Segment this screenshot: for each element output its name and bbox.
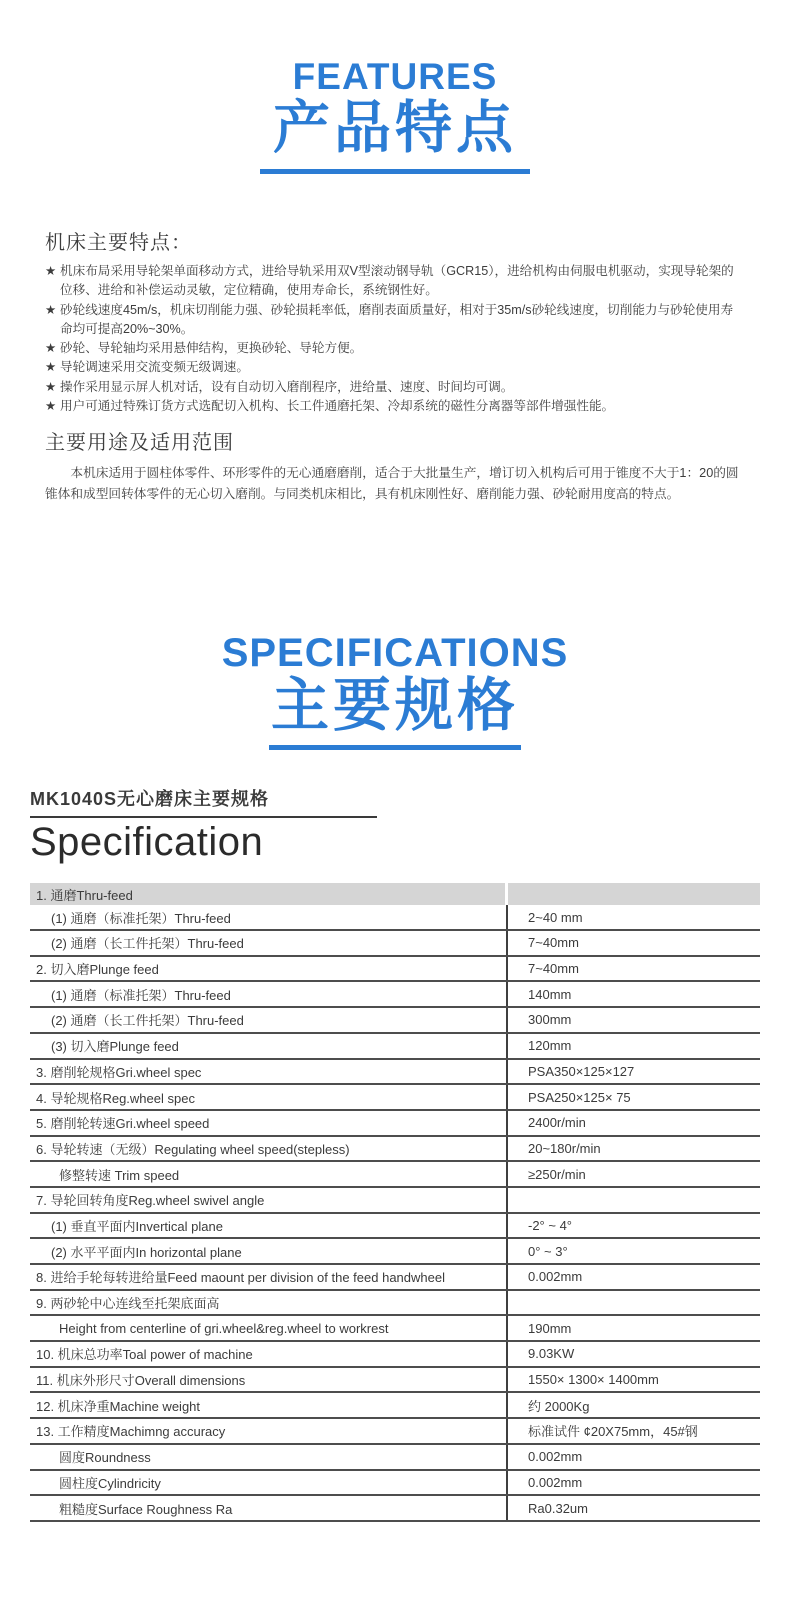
table-row: [30, 1034, 760, 1060]
spec-label-cell: 12. 机床净重Machine weight: [30, 1393, 508, 1417]
spec-label-cell: 5. 磨削轮转速Gri.wheel speed: [30, 1111, 508, 1135]
specifications-header-underline: [269, 745, 521, 750]
spec-label-cell: 7. 导轮回转角度Reg.wheel swivel angle: [30, 1188, 508, 1212]
table-row: [30, 905, 760, 931]
feature-bullet: [45, 358, 745, 377]
table-row: [30, 1291, 760, 1317]
table-row: [30, 1111, 760, 1137]
spec-value-cell: 1550× 1300× 1400mm: [528, 1372, 659, 1388]
spec-value-cell: 120mm: [528, 1038, 572, 1054]
spec-value-cell: PSA350×125×127: [528, 1063, 635, 1079]
spec-label-cell: (2) 通磨（长工件托架）Thru-feed: [30, 1008, 508, 1032]
specifications-header: [0, 633, 790, 750]
table-row: [30, 1496, 760, 1522]
star-bullet-icon: ★: [45, 264, 57, 278]
table-row: [30, 982, 760, 1008]
spec-label-cell: (3) 切入磨Plunge feed: [30, 1034, 508, 1058]
spec-value-cell: 7~40mm: [528, 935, 579, 951]
spec-value-cell: [508, 883, 760, 905]
table-row: [30, 1419, 760, 1445]
features-header: [0, 58, 790, 174]
spec-label-cell: 10. 机床总功率Toal power of machine: [30, 1342, 508, 1366]
feature-bullet-text: 操作采用显示屏人机对话，设有自动切入磨削程序，进给量、速度、时间均可调。: [60, 379, 514, 394]
spec-value-cell: 2~40 mm: [528, 909, 583, 925]
spec-value-cell: 300mm: [528, 1012, 572, 1028]
spec-label-cell: 修整转速 Trim speed: [30, 1162, 508, 1186]
feature-bullet: [45, 378, 745, 397]
machine-features-list: [45, 262, 745, 416]
spec-label-cell: (1) 通磨（标准托架）Thru-feed: [30, 905, 508, 929]
star-bullet-icon: ★: [45, 379, 57, 394]
spec-label-cell: Height from centerline of gri.wheel&reg.wheel to workrest: [30, 1316, 508, 1340]
table-row: [30, 1393, 760, 1419]
spec-label-cell: 4. 导轮规格Reg.wheel spec: [30, 1085, 508, 1109]
table-row: [30, 931, 760, 957]
feature-bullet-text: 导轮调速采用交流变频无级调速。: [60, 360, 249, 375]
usage-title: 主要用途及适用范围: [45, 432, 234, 455]
table-row: [30, 1445, 760, 1471]
spec-label-cell: 8. 进给手轮每转进给量Feed maount per division of the feed handwheel: [30, 1265, 508, 1289]
table-row: [30, 1162, 760, 1188]
spec-value-cell: [508, 1188, 760, 1212]
table-row: [30, 1368, 760, 1394]
spec-label-cell: 11. 机床外形尺寸Overall dimensions: [30, 1368, 508, 1392]
table-row: [30, 1008, 760, 1034]
feature-bullet-text: 砂轮、导轮轴均采用悬伸结构，更换砂轮、导轮方便。: [60, 341, 363, 356]
spec-label-cell: 9. 两砂轮中心连线至托架底面高: [30, 1291, 508, 1315]
spec-label-cell: 圆柱度Cylindricity: [30, 1471, 508, 1495]
features-header-en: FEATURES: [292, 56, 498, 97]
spec-label-cell: 2. 切入磨Plunge feed: [30, 957, 508, 981]
feature-bullet: [45, 262, 745, 301]
table-row: [30, 957, 760, 983]
spec-table-title-cn: MK1040S无心磨床主要规格: [30, 789, 270, 810]
spec-table-title-en: Specification: [30, 820, 264, 865]
table-row: [30, 1085, 760, 1111]
spec-value-cell: 20~180r/min: [528, 1140, 601, 1156]
star-bullet-icon: ★: [45, 360, 57, 375]
spec-label-cell: 圆度Roundness: [30, 1445, 508, 1469]
table-row: [30, 1188, 760, 1214]
table-row: [30, 1137, 760, 1163]
usage-section: [45, 430, 745, 505]
table-row: [30, 1239, 760, 1265]
spec-label-cell: (2) 通磨（长工件托架）Thru-feed: [30, 931, 508, 955]
spec-value-cell: 2400r/min: [528, 1115, 586, 1131]
spec-label-cell: 1. 通磨Thru-feed: [30, 883, 508, 905]
spec-value-cell: 0.002mm: [528, 1474, 583, 1490]
feature-bullet-text: 机床布局采用导轮架单面移动方式，进给导轨采用双V型滚动钢导轨（GCR15），进给机构由伺服电机驱动，实现导轮架的位移、进给和补偿运动灵敏，定位精确，使用寿命长，系统钢性好。: [60, 264, 734, 298]
spec-label-cell: 6. 导轮转速（无级）Regulating wheel speed(stepless): [30, 1137, 508, 1161]
table-row: [30, 1342, 760, 1368]
feature-bullet: [45, 339, 745, 358]
star-bullet-icon: ★: [45, 302, 57, 317]
spec-value-cell: 0° ~ 3°: [528, 1243, 568, 1259]
spec-label-cell: 3. 磨削轮规格Gri.wheel spec: [30, 1060, 508, 1084]
spec-value-cell: ≥250r/min: [528, 1166, 586, 1182]
feature-bullet: [45, 301, 745, 340]
spec-value-cell: 0.002mm: [528, 1269, 583, 1285]
features-header-underline: [260, 169, 530, 174]
spec-value-cell: 0.002mm: [528, 1449, 583, 1465]
star-bullet-icon: ★: [45, 341, 57, 356]
spec-value-cell: 约 2000Kg: [528, 1398, 590, 1414]
spec-value-cell: -2° ~ 4°: [528, 1217, 573, 1233]
table-row: [30, 1265, 760, 1291]
table-row: [30, 883, 760, 905]
spec-value-cell: 9.03KW: [528, 1346, 575, 1362]
table-row: [30, 1214, 760, 1240]
table-row: [30, 1060, 760, 1086]
spec-value-cell: 140mm: [528, 986, 572, 1002]
spec-value-cell: 7~40mm: [528, 961, 579, 977]
spec-table: [30, 883, 760, 1522]
feature-bullet-text: 用户可通过特殊订货方式选配切入机构、长工件通磨托架、冷却系统的磁性分离器等部件增强性能。: [60, 399, 615, 414]
spec-value-cell: PSA250×125× 75: [528, 1089, 631, 1105]
star-bullet-icon: ★: [45, 399, 57, 414]
feature-bullet-text: 砂轮线速度45m/s，机床切削能力强、砂轮损耗率低，磨削表面质量好，相对于35m/s砂轮线速度，切削能力与砂轮使用寿命均可提高20%~30%。: [60, 302, 734, 336]
spec-table-block: [30, 788, 760, 1522]
spec-value-cell: 标准试件 ¢20X75mm，45#钢: [528, 1424, 698, 1440]
spec-label-cell: 粗糙度Surface Roughness Ra: [30, 1496, 508, 1520]
machine-features-section: [45, 230, 745, 416]
spec-label-cell: (2) 水平平面内In horizontal plane: [30, 1239, 508, 1263]
spec-label-cell: (1) 垂直平面内Invertical plane: [30, 1214, 508, 1238]
spec-value-cell: [508, 1291, 760, 1315]
usage-paragraph: 本机床适用于圆柱体零件、环形零件的无心通磨磨削，适合于大批量生产，增订切入机构后可用于锥度不大于1：20的圆锥体和成型回转体零件的无心切入磨削。与同类机床相比，具有机床刚性好、磨削能力强、砂轮耐用度高的特点。: [45, 466, 739, 502]
spec-value-cell: Ra0.32um: [528, 1500, 588, 1516]
feature-bullet: [45, 397, 745, 416]
table-row: [30, 1316, 760, 1342]
specifications-header-en: SPECIFICATIONS: [221, 631, 569, 676]
features-header-cn: 产品特点: [273, 96, 517, 160]
spec-value-cell: 190mm: [528, 1320, 572, 1336]
table-row: [30, 1471, 760, 1497]
machine-features-title: 机床主要特点：: [45, 232, 192, 254]
specifications-header-cn: 主要规格: [270, 673, 519, 739]
spec-label-cell: (1) 通磨（标准托架）Thru-feed: [30, 982, 508, 1006]
spec-label-cell: 13. 工作精度Machimng accuracy: [30, 1419, 508, 1443]
